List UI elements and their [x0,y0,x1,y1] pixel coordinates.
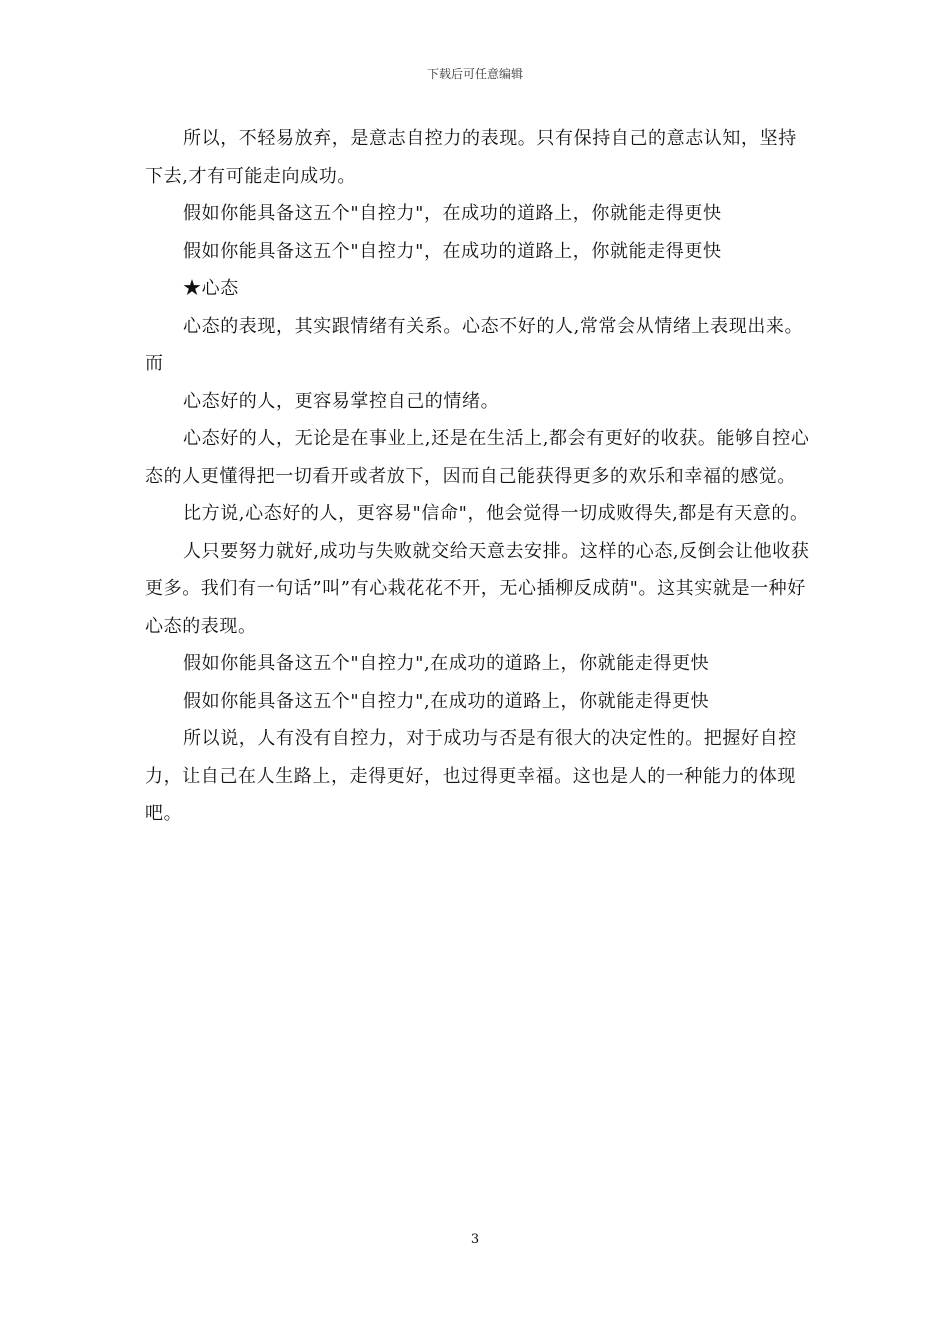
page-number: 3 [470,1232,480,1247]
section-heading: ★心态 [183,278,239,299]
paragraph: 比方说,心态好的人，更容易"信命"，他会觉得一切成败得失,都是有天意的。 [183,503,809,524]
paragraph: 心态好的人，无论是在事业上,还是在生活上,都会有更好的收获。能够自控心态的人更懂得把一切看开或者放下，因而自己能获得更多的欢乐和幸福的感觉。 [145,428,810,487]
paragraph: 人只要努力就好,成功与失败就交给天意去安排。这样的心态,反倒会让他收获更多。我们有一句话”叫”有心栽花花不开，无心插柳反成荫"。这其实就是一种好心态的表现。 [145,540,810,637]
paragraph: 假如你能具备这五个"自控力",在成功的道路上，你就能走得更快 [183,690,710,712]
paragraph: 假如你能具备这五个"自控力"，在成功的道路上，你就能走得更快 [183,240,722,262]
paragraph: 心态好的人，更容易掌控自己的情绪。 [183,390,500,412]
page-header: 下载后可任意编辑 [426,67,523,81]
paragraph: 假如你能具备这五个"自控力",在成功的道路上，你就能走得更快 [183,653,710,674]
paragraph: 所以说，人有没有自控力，对于成功与否是有很大的决定性的。把握好自控力，让自己在人生路上，走得更好，也过得更幸福。这也是人的一种能力的体现吧。 [145,728,797,824]
paragraph: 假如你能具备这五个"自控力"，在成功的道路上，你就能走得更快 [183,203,722,224]
document-body [145,120,815,833]
paragraph: 心态的表现，其实跟情绪有关系。心态不好的人,常常会从情绪上表现出来。而 [145,315,804,374]
paragraph: 所以，不轻易放弃，是意志自控力的表现。只有保持自己的意志认知，坚持下去,才有可能走向成功。 [145,128,797,187]
